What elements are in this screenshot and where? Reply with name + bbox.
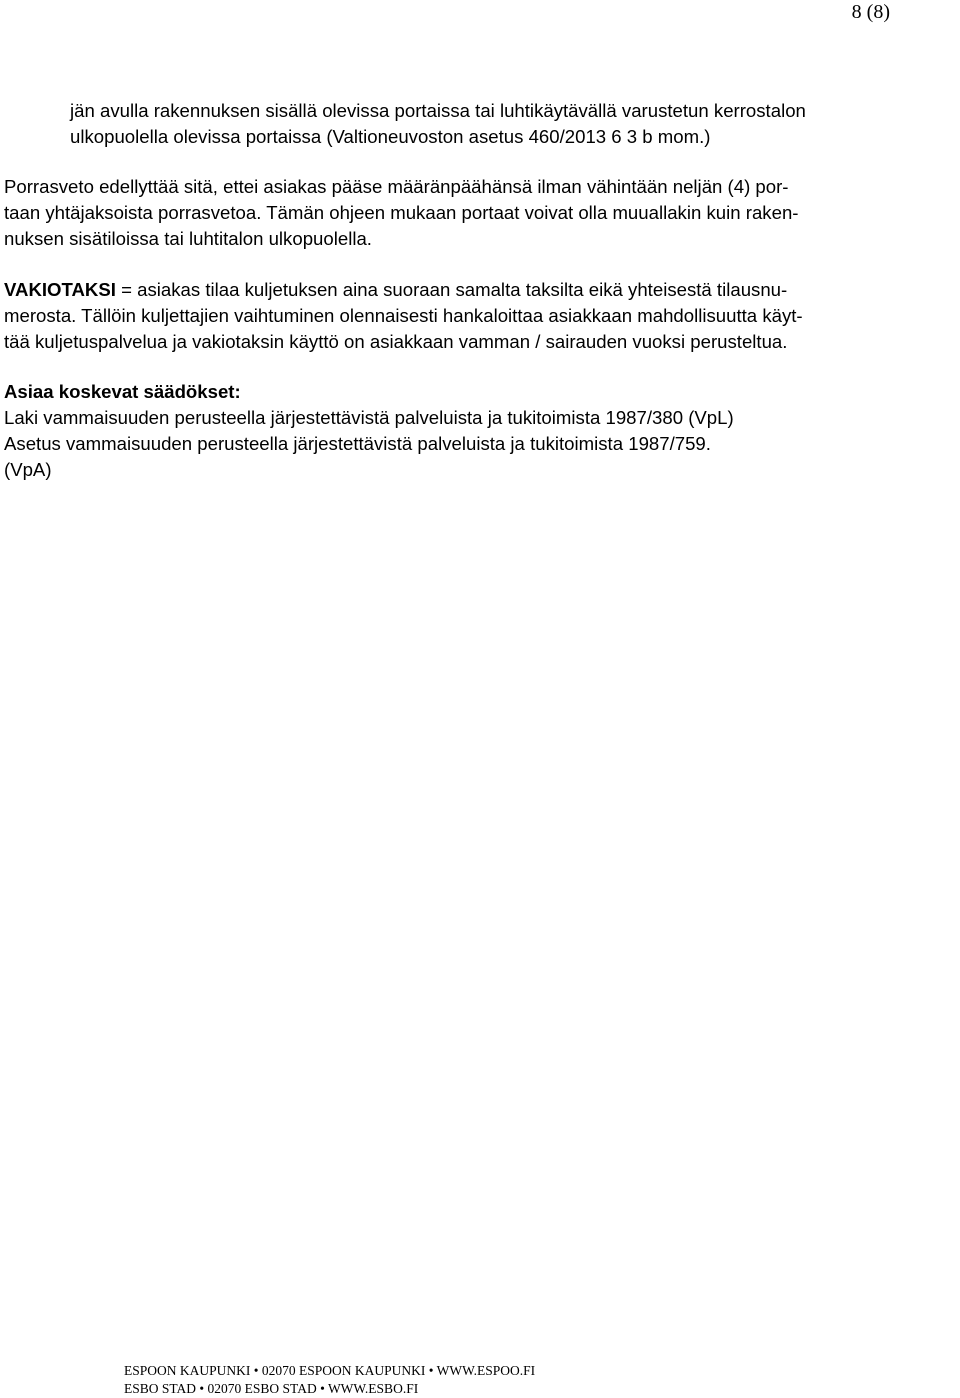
regulation-item: Asetus vammaisuuden perusteella järjestettävistä palveluista ja tukitoimista 1987/759. <box>4 433 711 454</box>
text-line: nuksen sisätiloissa tai luhtitalon ulkopuolella. <box>4 228 372 249</box>
regulation-item: Laki vammaisuuden perusteella järjestettävistä palveluista ja tukitoimista 1987/380 (VpL) <box>4 407 734 428</box>
text-line: merosta. Tällöin kuljettajien vaihtuminen olennaisesti hankaloittaa asiakkaan mahdollisuutta käyt- <box>4 305 803 326</box>
paragraph-vakiotaksi <box>4 277 960 355</box>
footer-line-finnish: ESPOON KAUPUNKI • 02070 ESPOON KAUPUNKI • WWW.ESPOO.FI <box>124 1363 536 1378</box>
page-number: 8 (8) <box>851 1 890 23</box>
paragraph-stair-pulling <box>4 174 960 252</box>
text-line: taan yhtäjaksoista porrasvetoa. Tämän ohjeen mukaan portaat voivat olla muuallakin kuin raken- <box>4 202 799 223</box>
text-line: ulkopuolella olevissa portaissa (Valtioneuvoston asetus 460/2013 6 3 b mom.) <box>70 126 711 147</box>
text-line: tää kuljetuspalvelua ja vakiotaksin käyttö on asiakkaan vamman / sairauden vuoksi perusteltua. <box>4 331 788 352</box>
regulations-section <box>4 379 960 483</box>
text-line: Porrasveto edellyttää sitä, ettei asiakas pääse määränpäähänsä ilman vähintään neljän (4) por- <box>4 176 789 197</box>
text-segment: = asiakas tilaa kuljetuksen aina suoraan samalta taksilta eikä yhteisestä tilausnu- <box>115 279 788 300</box>
regulations-heading: Asiaa koskevat säädökset: <box>4 381 241 402</box>
paragraph-stair-assistance-continued <box>4 98 960 150</box>
footer-line-swedish: ESBO STAD • 02070 ESBO STAD • WWW.ESBO.FI <box>124 1381 419 1396</box>
term-vakiotaksi: VAKIOTAKSI <box>4 279 116 300</box>
text-line <box>4 277 960 303</box>
text-line: jän avulla rakennuksen sisällä olevissa portaissa tai luhtikäytävällä varustetun kerrostalon <box>70 100 806 121</box>
regulation-item: (VpA) <box>4 459 52 480</box>
